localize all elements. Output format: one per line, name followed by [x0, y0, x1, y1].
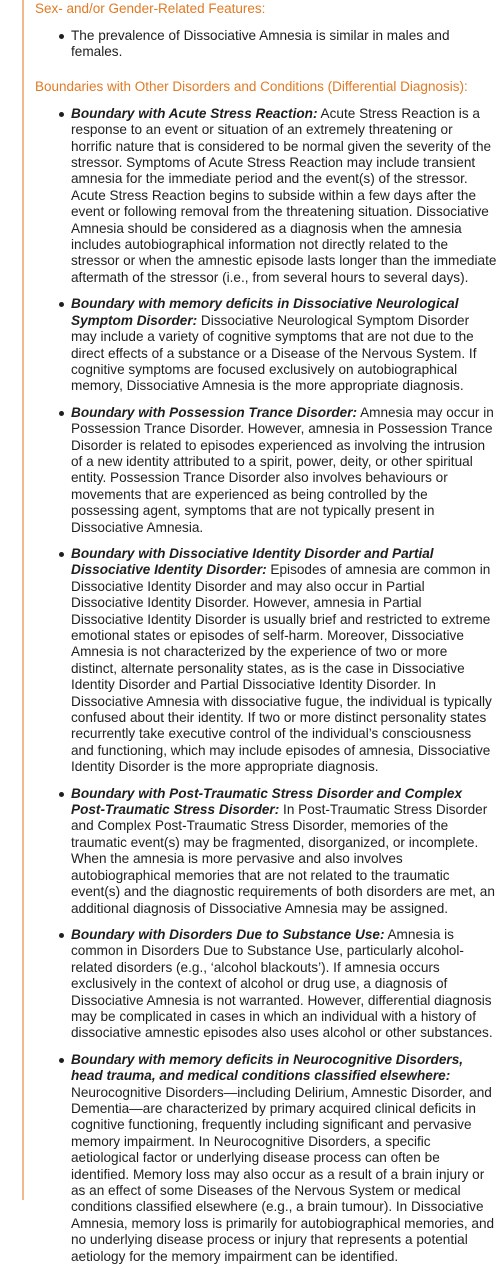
item-text: In Post-Traumatic Stress Disorder and Complex Post-Traumatic Stress Disorder, memories of the traumatic event(s) may be fragmented, disorganized, or incomplete. When the amnesia is more pervasive and also involves autobiographical memories that are not related to the traumatic event(s) and the diagnostic requirements of both disorders are met, an additional diagnosis of Dissociative Amnesia may be assigned.: [71, 802, 495, 916]
list-item: [71, 296, 497, 394]
item-term: Boundary with Dissociative Identity Disorder and Partial Dissociative Identity Disorder:: [71, 545, 434, 578]
sex-gender-list: [35, 28, 497, 61]
list-item: [71, 106, 497, 286]
item-text: Dissociative Neurological Symptom Disorder may include a variety of cognitive symptoms that are not due to the direct effects of a substance or a Disease of the Nervous System. If cognitive symptoms are focused exclusively on autobiographical memory, Dissociative Amnesia is the more appropriate diagnosis.: [71, 312, 477, 394]
list-item: [71, 927, 497, 1042]
item-term: Boundary with Disorders Due to Substance Use:: [71, 926, 385, 942]
list-item: [71, 1052, 497, 1265]
differential-diagnosis-heading: Boundaries with Other Disorders and Conditions (Differential Diagnosis):: [35, 78, 468, 94]
left-border-rule: [22, 0, 24, 1200]
item-text: Amnesia is common in Disorders Due to Substance Use, particularly alcohol-related disorders (e.g., ‘alcohol blackouts’). If amnesia occurs exclusively in the context of alcohol or drug use, a diagnosis of Dissociative Amnesia is not warranted. However, differential diagnosis may be complicated in cases in which an individual with a history of dissociative amnestic episodes also uses alcohol or other substances.: [71, 926, 493, 1041]
list-item: The prevalence of Dissociative Amnesia is similar in males and females.: [71, 28, 497, 61]
document-content: [35, 0, 497, 1275]
item-term: Boundary with Acute Stress Reaction:: [71, 105, 318, 121]
item-term: Boundary with Post-Traumatic Stress Disorder and Complex Post-Traumatic Stress Disorder:: [71, 785, 463, 818]
list-item: [71, 546, 497, 776]
item-text: Neurocognitive Disorders—including Delirium, Amnestic Disorder, and Dementia—are characterized by primary acquired clinical deficits in cognitive functioning, frequently including significant and pervasive memory impairment. In Neurocognitive Disorders, a specific aetiological factor or underlying disease process can often be identified. Memory loss may also occur as a result of a brain injury or as an effect of some Diseases of the Nervous System or medical conditions classified elsewhere (e.g., a brain tumour). In Dissociative Amnesia, memory loss is primarily for autobiographical memories, and no underlying disease process or injury that represents a potential aetiology for the memory impairment can be identified.: [71, 1084, 495, 1264]
differential-list: [35, 106, 497, 1265]
list-item: [71, 786, 497, 917]
item-term: Boundary with Possession Trance Disorder:: [71, 404, 358, 420]
item-text: Acute Stress Reaction is a response to an event or situation of an extremely threatening or horrific nature that is considered to be normal given the severity of the stressor. Symptoms of Acute Stress Reaction may include transient amnesia for the immediate period and the event(s) of the stressor. Acute Stress Reaction begins to subside within a few days after the event or following removal from the threatening situation. Dissociative Amnesia should be considered as a diagnosis when the amnesia includes autobiographical information not directly related to the stressor or when the amnestic episode lasts longer than the immediate aftermath of the stressor (i.e., from several hours to several days).: [71, 105, 497, 285]
sex-gender-heading: Sex- and/or Gender-Related Features:: [35, 1, 266, 16]
item-term: Boundary with memory deficits in Neurocognitive Disorders, head trauma, and medical conditions classified elsewhere:: [71, 1051, 464, 1084]
item-text: Amnesia may occur in Possession Trance Disorder. However, amnesia in Possession Trance Disorder is related to episodes experienced as involving the intrusion of a new identity attributed to a spirit, power, deity, or other spiritual entity. Possession Trance Disorder also involves behaviours or movements that are experienced as being controlled by the possessing agent, symptoms that are not typically present in Dissociative Amnesia.: [71, 404, 494, 535]
list-item: [71, 405, 497, 536]
item-text: Episodes of amnesia are common in Dissociative Identity Disorder and may also occur in Partial Dissociative Identity Disorder. However, amnesia in Partial Dissociative Identity Disorder is usually brief and restricted to extreme emotional states or episodes of self-harm. Moreover, Dissociative Amnesia is not characterized by the experience of two or more distinct, alternate personality states, as is the case in Dissociative Identity Disorder and Partial Dissociative Identity Disorder. In Dissociative Amnesia with dissociative fugue, the individual is typically confused about their identity. If two or more distinct personality states recurrently take executive control of the individual’s consciousness and functioning, which may include episodes of amnesia, Dissociative Identity Disorder is the more appropriate diagnosis.: [71, 562, 492, 775]
item-term: Boundary with memory deficits in Dissociative Neurological Symptom Disorder:: [71, 296, 459, 328]
